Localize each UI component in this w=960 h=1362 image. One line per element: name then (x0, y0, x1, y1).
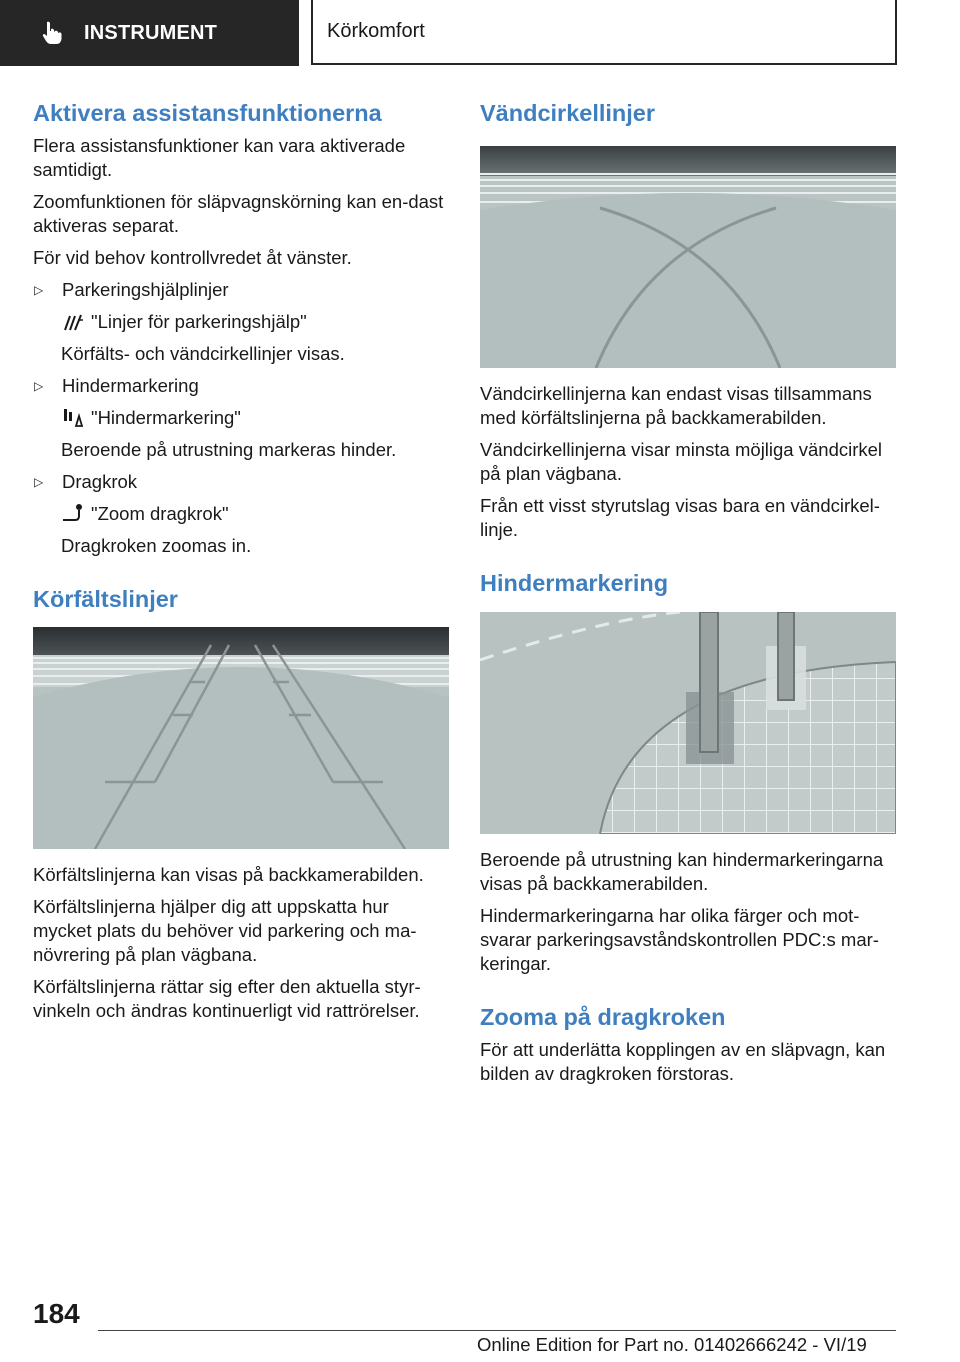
triangle-bullet-icon: ▷ (34, 475, 44, 489)
paragraph: Vändcirkellinjerna visar minsta möjliga vändcirkel på plan vägbana. (480, 439, 883, 484)
heading-zoom-hitch: Zooma på dragkroken (480, 1004, 726, 1030)
section-title: Körkomfort (327, 20, 425, 42)
triangle-bullet-icon: ▷ (34, 379, 44, 393)
heading-turning-circle: Vändcirkellinjer (480, 100, 656, 126)
triangle-bullet-icon: ▷ (34, 283, 44, 297)
lane-lines-image (33, 627, 449, 849)
chapter-label: INSTRUMENT (84, 21, 218, 44)
list-item (33, 374, 449, 398)
chapter-tab[interactable] (0, 0, 299, 66)
paragraph: Körfältslinjerna kan visas på backkamerabilden. (33, 864, 424, 885)
menu-item-parking-lines[interactable] (61, 310, 449, 334)
paragraph: Vändcirkellinjerna kan endast visas tillsammans med körfältslinjerna på backkamerabilden. (480, 383, 872, 428)
item-description: Beroende på utrustning markeras hinder. (61, 439, 397, 460)
left-column (33, 98, 449, 1023)
menu-item-label: "Zoom dragkrok" (91, 503, 229, 524)
paragraph: Hindermarkeringarna har olika färger och mot-svarar parkeringsavståndskontrollen PDC:s mar-keringar. (480, 905, 879, 974)
item-description: Körfälts- och vändcirkellinjer visas. (61, 343, 345, 364)
tow-hitch-icon (61, 502, 87, 526)
menu-item-label: "Linjer för parkeringshjälp" (91, 311, 307, 332)
menu-item-label: "Hindermarkering" (91, 407, 241, 428)
section-header (311, 0, 897, 65)
edition-info: Online Edition for Part no. 01402666242 - VI/19 (477, 1334, 867, 1355)
turning-circle-image (480, 146, 896, 368)
paragraph: Beroende på utrustning kan hindermarkeringarna visas på backkamerabilden. (480, 849, 884, 894)
heading-obstacle: Hindermarkering (480, 570, 669, 596)
list-item-label: Hindermarkering (62, 375, 199, 396)
paragraph: Körfältslinjerna hjälper dig att uppskatta hur mycket plats du behöver vid parkering och ma-növrering på plan vägbana. (33, 896, 417, 965)
item-description: Dragkroken zoomas in. (61, 535, 252, 556)
list-item (33, 278, 449, 302)
right-column (480, 98, 896, 1086)
obstacle-marking-icon (61, 406, 87, 430)
menu-item-obstacle-marking[interactable] (61, 406, 449, 430)
pointing-hand-icon (40, 20, 66, 46)
heading-activate: Aktivera assistansfunktionerna (33, 100, 382, 126)
list-item-label: Parkeringshjälplinjer (62, 279, 229, 300)
paragraph: Körfältslinjerna rättar sig efter den aktuella styr-vinkeln och ändras kontinuerligt vid rattrörelser. (33, 976, 421, 1021)
paragraph: För vid behov kontrollvredet åt vänster. (33, 247, 352, 268)
list-item (33, 470, 449, 494)
obstacle-marking-image (480, 612, 896, 834)
paragraph: För att underlätta kopplingen av en släpvagn, kan bilden av dragkroken förstoras. (480, 1039, 886, 1084)
paragraph: Från ett visst styrutslag visas bara en vändcirkel-linje. (480, 495, 880, 540)
paragraph: Flera assistansfunktioner kan vara aktiverade samtidigt. (33, 135, 406, 180)
footer-divider (98, 1330, 896, 1331)
menu-item-zoom-hitch[interactable] (61, 502, 449, 526)
list-item-label: Dragkrok (62, 471, 138, 492)
paragraph: Zoomfunktionen för släpvagnskörning kan en-dast aktiveras separat. (33, 191, 444, 236)
heading-lanes: Körfältslinjer (33, 586, 178, 612)
parking-lines-icon (61, 310, 87, 334)
page-number: 184 (33, 1298, 80, 1329)
